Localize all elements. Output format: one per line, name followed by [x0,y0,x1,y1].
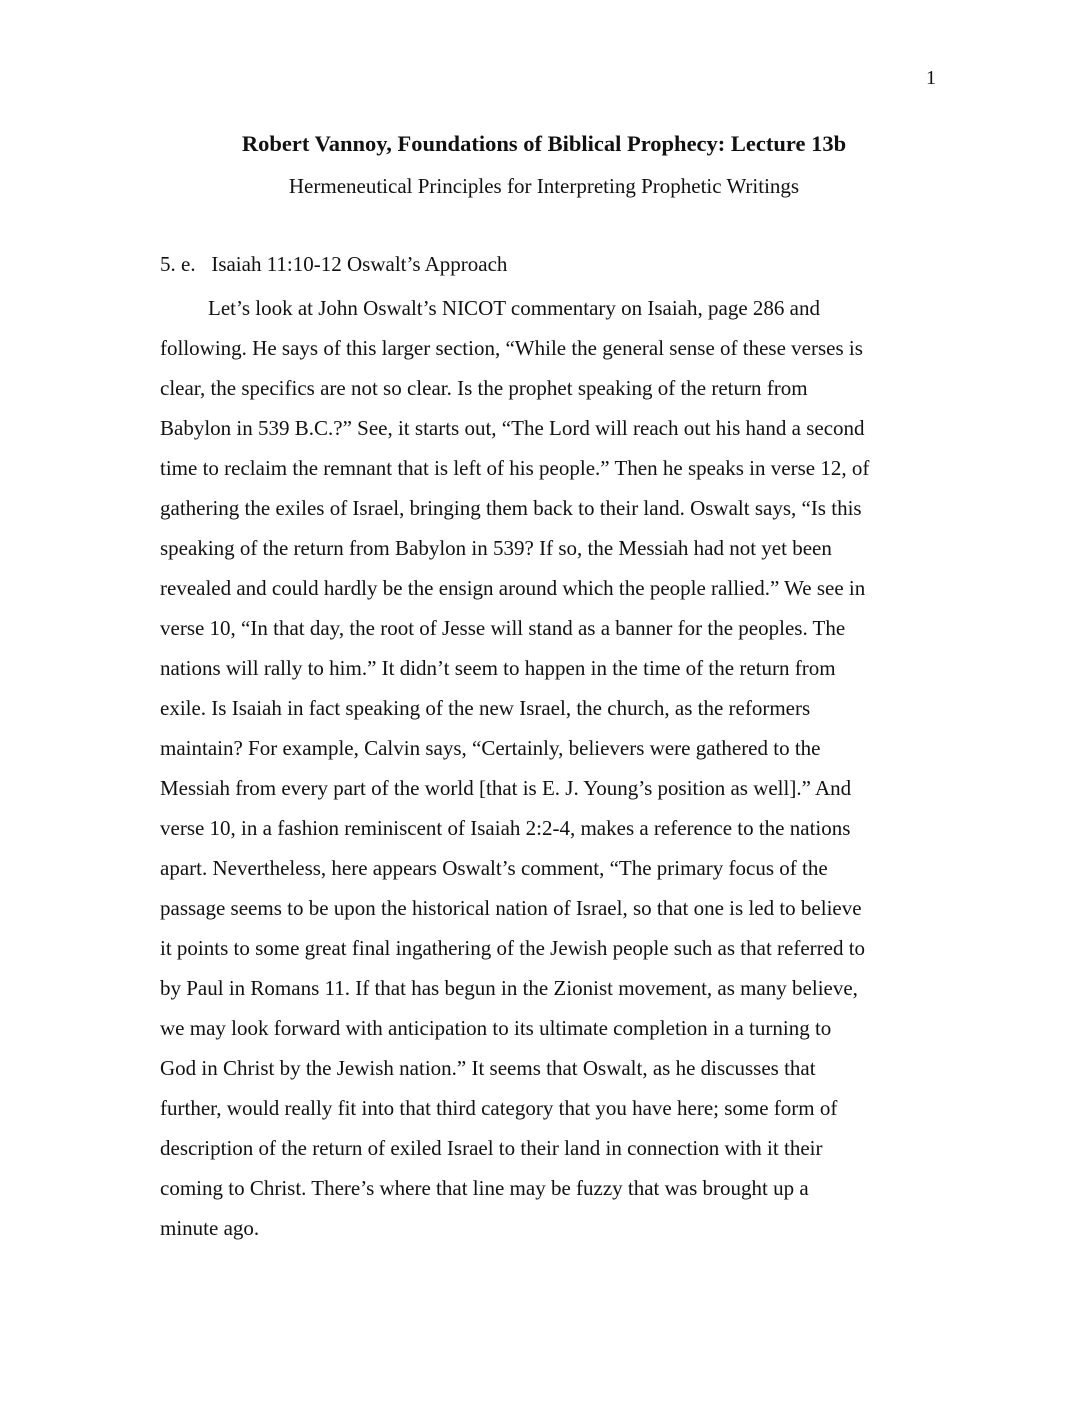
paragraph-line: it points to some great final ingathering of the Jewish people such as that referred to [160,936,866,960]
paragraph-line: we may look forward with anticipation to its ultimate completion in a turning to [160,1016,832,1040]
paragraph-line: clear, the specifics are not so clear. Is the prophet speaking of the return from [160,376,808,400]
paragraph-line: Let’s look at John Oswalt’s NICOT commentary on Isaiah, page 286 and [208,296,820,320]
paragraph-line: maintain? For example, Calvin says, “Certainly, believers were gathered to the [160,736,821,760]
paragraph-line: following. He says of this larger section, “While the general sense of these verses is [160,336,863,360]
paragraph-line: verse 10, in a fashion reminiscent of Isaiah 2:2-4, makes a reference to the nations [160,816,851,840]
paragraph-line: verse 10, “In that day, the root of Jesse will stand as a banner for the peoples. The [160,616,846,640]
body-paragraph [160,288,940,1248]
paragraph-line: further, would really fit into that third category that you have here; some form of [160,1096,838,1120]
paragraph-line: God in Christ by the Jewish nation.” It seems that Oswalt, as he discusses that [160,1056,816,1080]
paragraph-line: description of the return of exiled Israel to their land in connection with it their [160,1136,823,1160]
paragraph-line: Messiah from every part of the world [that is E. J. Young’s position as well].” And [160,776,852,800]
paragraph-line: coming to Christ. There’s where that line may be fuzzy that was brought up a [160,1176,809,1200]
paragraph-line: nations will rally to him.” It didn’t seem to happen in the time of the return from [160,656,836,680]
paragraph-line: apart. Nevertheless, here appears Oswalt’s comment, “The primary focus of the [160,856,828,880]
paragraph-line: time to reclaim the remnant that is left of his people.” Then he speaks in verse 12, of [160,456,870,480]
paragraph-line: Babylon in 539 B.C.?” See, it starts out, “The Lord will reach out his hand a second [160,416,865,440]
paragraph-line: gathering the exiles of Israel, bringing them back to their land. Oswalt says, “Is this [160,496,862,520]
paragraph-line: revealed and could hardly be the ensign around which the people rallied.” We see in [160,576,866,600]
paragraph-line: passage seems to be upon the historical nation of Israel, so that one is led to believe [160,896,862,920]
paragraph-line: by Paul in Romans 11. If that has begun in the Zionist movement, as many believe, [160,976,858,1000]
paragraph-line: exile. Is Isaiah in fact speaking of the new Israel, the church, as the reformers [160,696,811,720]
paragraph-line: speaking of the return from Babylon in 539? If so, the Messiah had not yet been [160,536,832,560]
page-number: 1 [926,67,936,89]
section-heading: 5. e. Isaiah 11:10-12 Oswalt’s Approach [160,252,508,276]
paragraph-line: minute ago. [160,1216,260,1240]
lecture-subtitle: Hermeneutical Principles for Interpreting Prophetic Writings [288,174,800,198]
lecture-title: Robert Vannoy, Foundations of Biblical Prophecy: Lecture 13b [241,131,847,156]
